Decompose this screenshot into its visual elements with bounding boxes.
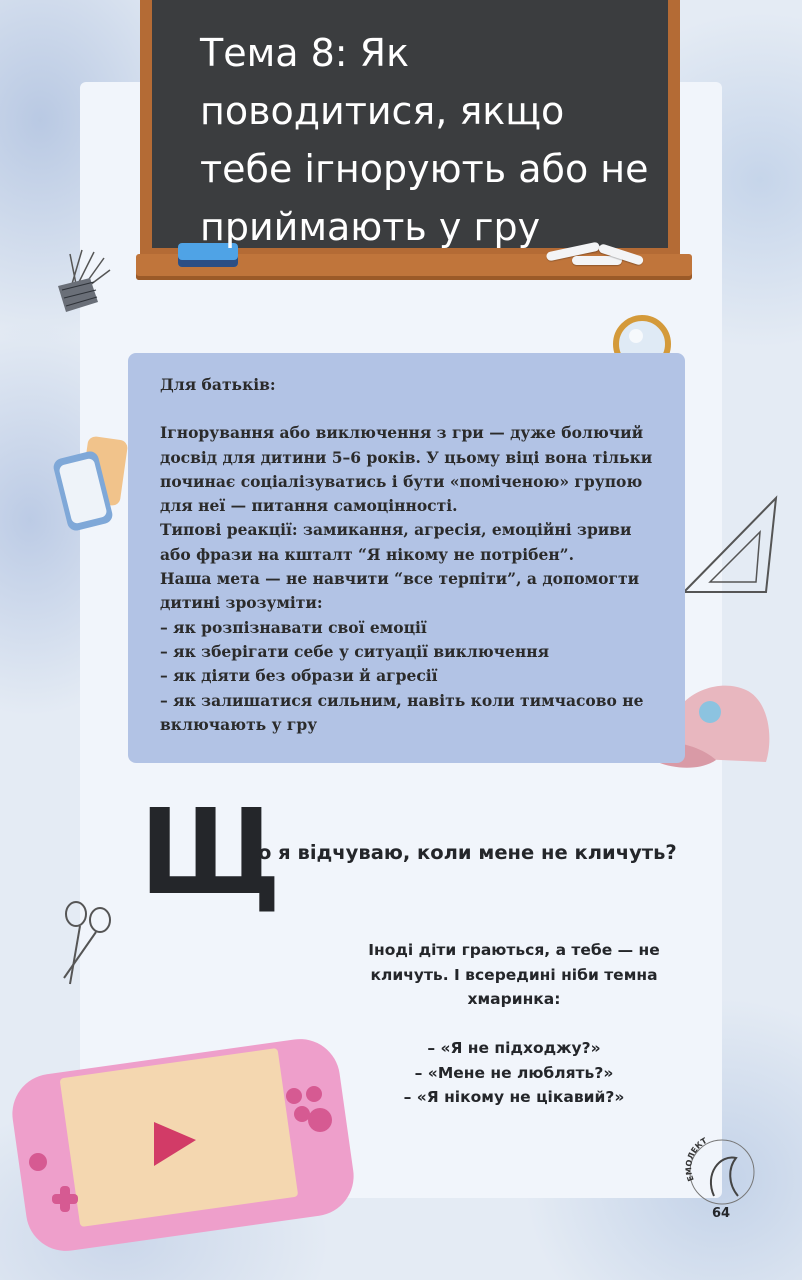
svg-text:ЕМОЛЕКТ	[684, 1136, 709, 1183]
parents-list-item: – як зберігати себе у ситуації виключення	[160, 641, 550, 661]
parents-heading: Для батьків:	[160, 375, 276, 394]
phone-icon	[50, 434, 130, 534]
page-number: 64	[712, 1206, 731, 1221]
parents-info-box	[128, 353, 685, 763]
parents-list-item: – як розпізнавати свої емоції	[160, 617, 427, 637]
parents-paragraph: Типові реакції: замикання, агресія, емоційні зриви або фрази на кшталт “Я нікому не потрібен”.	[160, 520, 632, 564]
kids-text	[350, 938, 678, 1110]
logo-text: ЕМОЛЕКТ	[684, 1136, 709, 1183]
logo-icon	[684, 1134, 762, 1208]
parents-paragraph: Наша мета — не навчити “все терпіти”, а допомогти дитині зрозуміти:	[160, 569, 640, 613]
pencil-cup-icon	[52, 244, 114, 316]
kids-intro: Іноді діти граються, а тебе — не кличуть. І всередині ніби темна хмаринка:	[368, 941, 660, 1008]
page-title: Тема 8: Як поводитися, якщо тебе ігнорують або не приймають у гру	[200, 31, 649, 249]
kids-line: – «Я не підходжу?»	[427, 1039, 601, 1057]
set-square-icon	[680, 492, 780, 598]
kids-line: – «Я нікому не цікавий?»	[403, 1088, 625, 1106]
drop-cap-letter: Щ	[140, 783, 281, 921]
game-console-icon	[12, 1016, 354, 1260]
section-heading: о я відчуваю, коли мене не кличуть?	[258, 841, 677, 864]
scissors-icon	[56, 898, 118, 988]
parents-list-item: – як залишатися сильним, навіть коли тимчасово не включають у гру	[160, 690, 644, 734]
parents-list-item: – як діяти без образи й агресії	[160, 666, 438, 686]
kids-line: – «Мене не люблять?»	[414, 1063, 614, 1082]
parents-paragraph: Ігнорування або виключення з гри — дуже болючий досвід для дитини 5–6 років. У цьому віці вона тільки починає соціалізуватись і бути «поміченою» групою для неї — питання самоцінності.	[160, 423, 653, 516]
